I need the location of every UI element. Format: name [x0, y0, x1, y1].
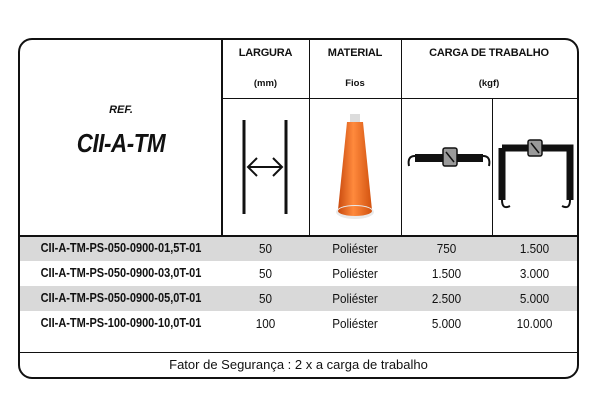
- row-code: CII-A-TM-PS-050-0900-05,0T-01: [40, 291, 202, 305]
- material-header: MATERIAL: [327, 47, 383, 59]
- table-row: [20, 311, 577, 336]
- row-code: CII-A-TM-PS-050-0900-03,0T-01: [40, 266, 202, 280]
- row-largura: 50: [258, 266, 273, 281]
- row-largura: 50: [258, 241, 273, 256]
- carga-header: CARGA DE TRABALHO: [429, 47, 549, 59]
- row-material: Poliéster: [332, 266, 378, 281]
- ref-code: CII-A-TM: [76, 128, 166, 158]
- row-carga-straight: 5.000: [431, 316, 462, 331]
- divider: [20, 235, 577, 237]
- spec-table: [18, 38, 579, 379]
- straight-lift-sling-icon: [405, 140, 493, 180]
- row-material: Poliéster: [332, 316, 378, 331]
- row-carga-basket: 1.500: [519, 241, 550, 256]
- divider: [401, 40, 402, 236]
- divider: [222, 98, 577, 99]
- row-code: CII-A-TM-PS-050-0900-01,5T-01: [40, 241, 202, 255]
- row-carga-straight: 750: [436, 241, 457, 256]
- row-carga-basket: 5.000: [519, 291, 550, 306]
- basket-lift-sling-icon: [496, 134, 576, 214]
- width-arrow-icon: [239, 120, 291, 220]
- ref-label: REF.: [109, 104, 133, 116]
- row-carga-straight: 1.500: [431, 266, 462, 281]
- table-row: [20, 286, 577, 311]
- row-material: Poliéster: [332, 241, 378, 256]
- table-row: [20, 236, 577, 261]
- thread-spool-icon: [332, 114, 378, 222]
- divider: [20, 352, 577, 353]
- row-material: Poliéster: [332, 291, 378, 306]
- divider: [309, 40, 310, 236]
- table-row: [20, 261, 577, 286]
- safety-factor-note: Fator de Segurança : 2 x a carga de trabalho: [169, 357, 428, 372]
- divider: [221, 40, 223, 236]
- largura-unit: (mm): [253, 78, 278, 89]
- divider: [492, 98, 493, 236]
- row-carga-straight: 2.500: [431, 291, 462, 306]
- largura-header: LARGURA: [238, 47, 293, 59]
- row-code: CII-A-TM-PS-100-0900-10,0T-01: [40, 316, 202, 330]
- row-largura: 100: [255, 316, 276, 331]
- row-carga-basket: 3.000: [519, 266, 550, 281]
- row-largura: 50: [258, 291, 273, 306]
- carga-unit: (kgf): [478, 78, 500, 89]
- row-carga-basket: 10.000: [516, 316, 553, 331]
- material-sub: Fios: [345, 78, 365, 89]
